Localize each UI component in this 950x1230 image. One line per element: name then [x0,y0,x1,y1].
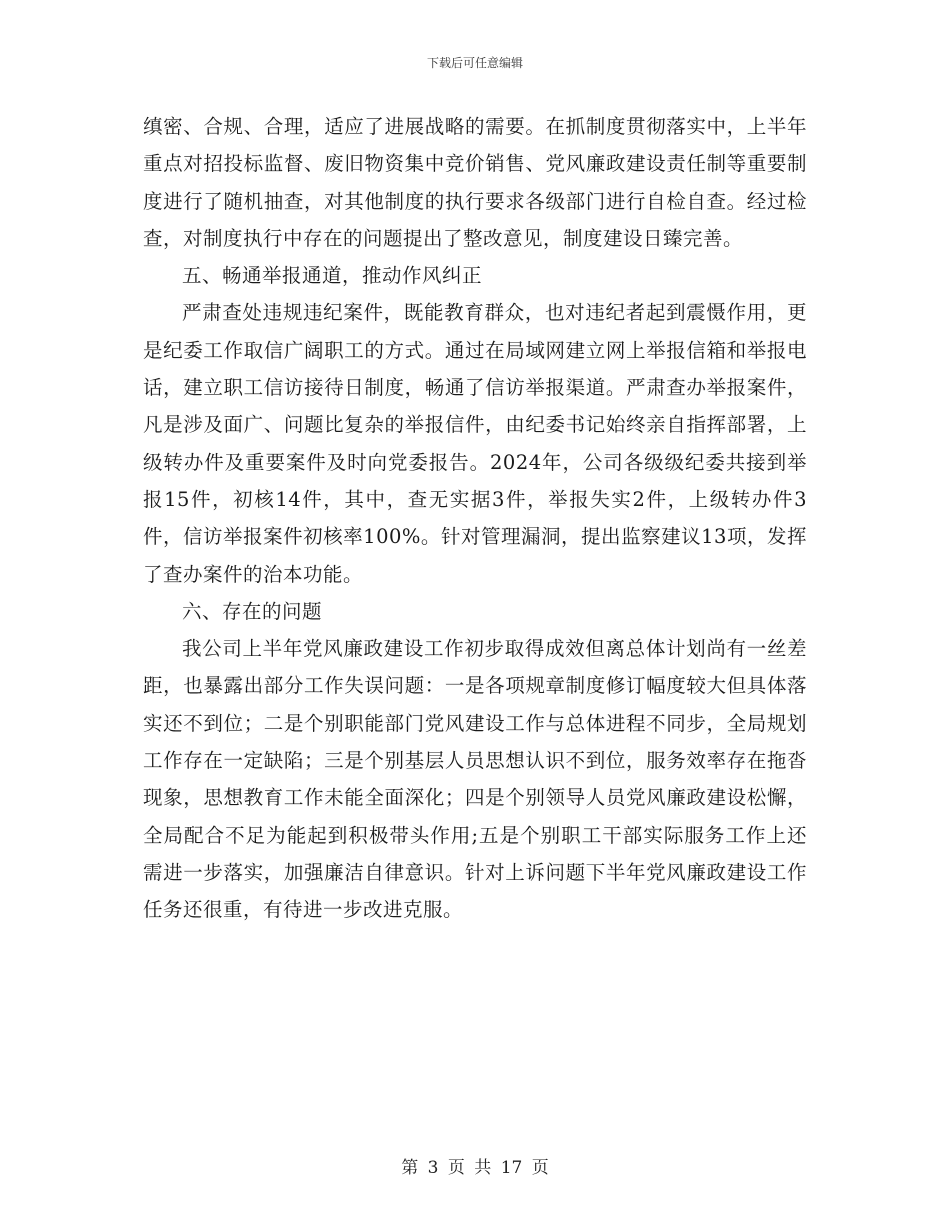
page-footer: 第 3 页 共 17 页 [401,1158,549,1178]
document-body [143,108,807,929]
paragraph-reporting: 严肃查处违规违纪案件，既能教育群众，也对违纪者起到震慑作用，更是纪委工作取信广阔职工的方式。通过在局域网建立网上举报信箱和举报电话，建立职工信访接待日制度，畅通了信访举报渠道。严肃查办举报案件，凡是涉及面广、问题比复杂的举报信件，由纪委书记始终亲自指挥部署，上级转办件及重要案件及时向党委报告。2024年，公司各级级纪委共接到举报15件，初核14件，其中，查无实据3件，举报失实2件，上级转办件3件，信访举报案件初核率100%。针对管理漏洞，提出监察建议13项，发挥了查办案件的治本功能。 [143,301,807,586]
paragraph-problems: 我公司上半年党风廉政建设工作初步取得成效但离总体计划尚有一丝差距，也暴露出部分工作失误问题：一是各项规章制度修订幅度较大但具体落实还不到位；二是个别职能部门党风建设工作与总体进程不同步，全局规划工作存在一定缺陷；三是个别基层人员思想认识不到位，服务效率存在拖沓现象，思想教育工作未能全面深化；四是个别领导人员党风廉政建设松懈，全局配合不足为能起到积极带头作用;五是个别职工干部实际服务工作上还需进一步落实，加强廉洁自律意识。针对上诉问题下半年党风廉政建设工作任务还很重，有待进一步改进克服。 [143,637,807,922]
section-heading-5: 五、畅通举报通道，推动作风纠正 [182,264,483,288]
section-heading-6: 六、存在的问题 [182,599,323,623]
paragraph-continuation: 缜密、合规、合理，适应了进展战略的需要。在抓制度贯彻落实中，上半年重点对招投标监督、废旧物资集中竞价销售、党风廉政建设责任制等重要制度进行了随机抽查，对其他制度的执行要求各级部门进行自检自查。经过检查，对制度执行中存在的问题提出了整改意见，制度建设日臻完善。 [143,115,807,250]
page-header: 下载后可任意编辑 [426,56,523,70]
